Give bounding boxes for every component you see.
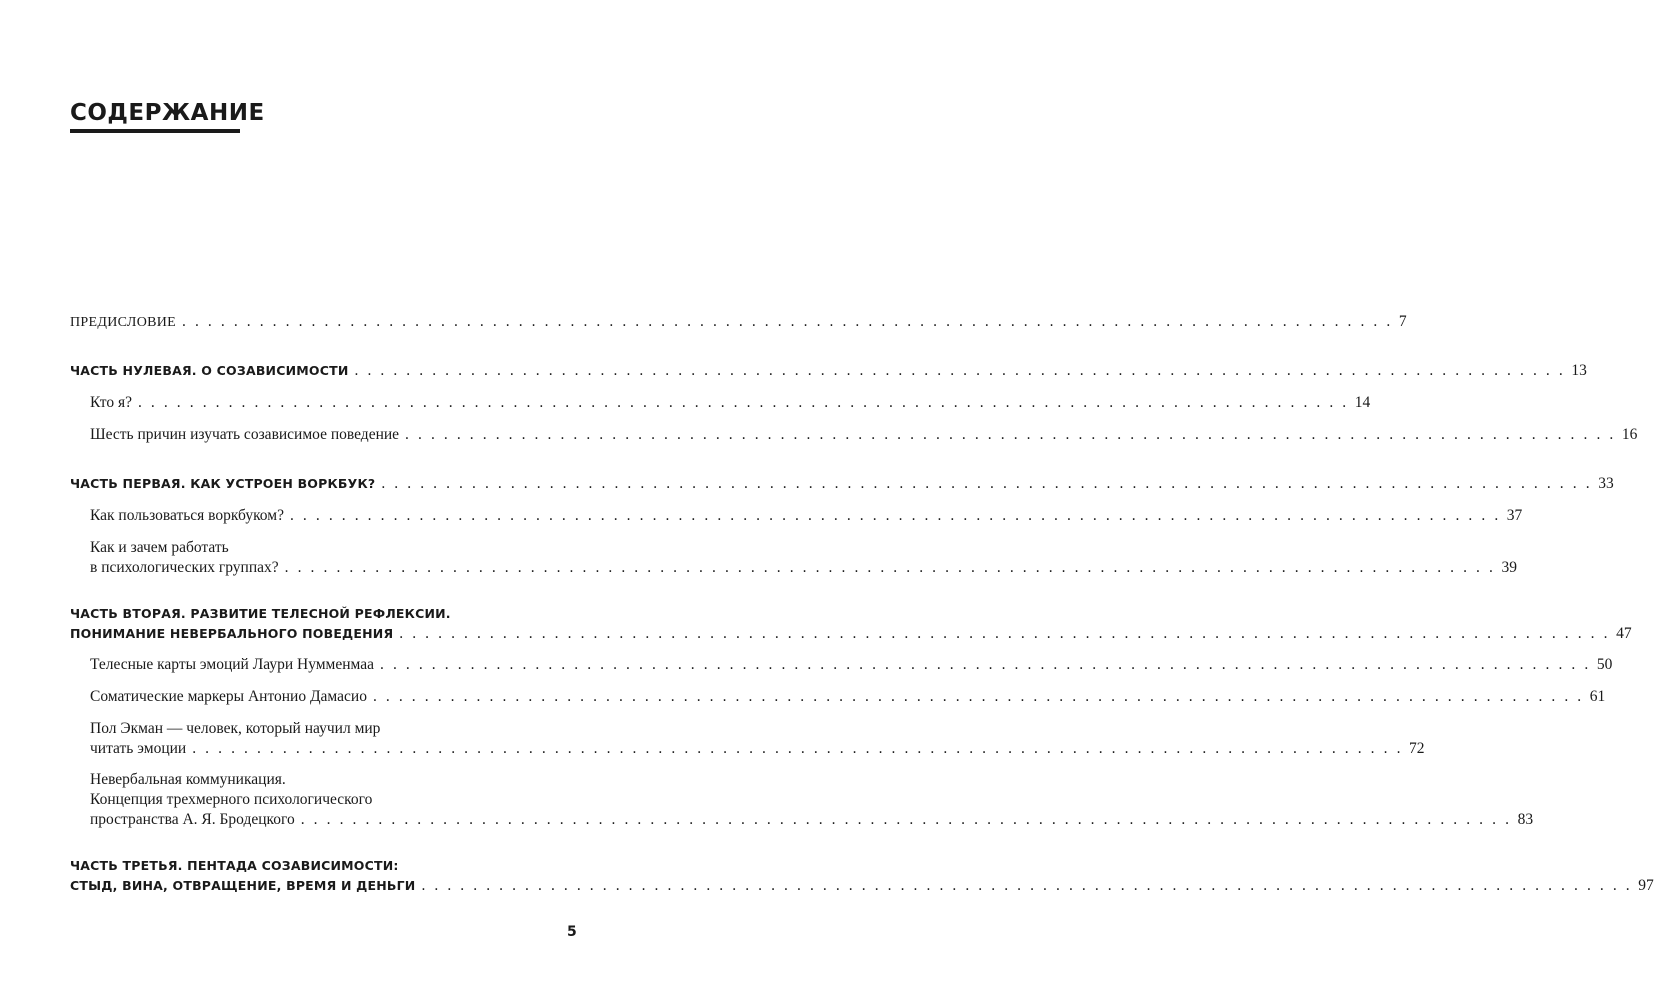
- toc-entry-somatic-markers[interactable]: [90, 687, 1606, 707]
- toc-entry-preface[interactable]: [70, 312, 1407, 333]
- toc-page-number: 13: [1571, 362, 1587, 379]
- toc-entry-title: ПОНИМАНИЕ НЕВЕРБАЛЬНОГО ПОВЕДЕНИЯ: [70, 626, 394, 641]
- toc-page-number: 72: [1409, 740, 1425, 757]
- toc-page-number: 33: [1598, 475, 1614, 492]
- toc-entry-title-line: Как и зачем работать: [90, 539, 229, 556]
- page-number: 5: [567, 924, 577, 940]
- toc-page-number: 61: [1589, 688, 1606, 705]
- toc-entry-title: в психологических группах?: [90, 559, 279, 576]
- dot-leader: . . . . . . . . . . . . . . . . . . . . . . . . . . . . . . . . . . . . . . . . . . . . . . . . . . . . . . . . . . . . . . . . . . . . . . . . . . . . . . . . . . . . . . . . . . . . . .: [289, 507, 1501, 524]
- toc-page-number: 97: [1638, 877, 1654, 894]
- dot-leader: . . . . . . . . . . . . . . . . . . . . . . . . . . . . . . . . . . . . . . . . . . . . . . . . . . . . . . . . . . . . . . . . . . . . . . . . . . . . . . . . . . . . . . . . . . . . . .: [137, 394, 1349, 411]
- toc-entry-title: ЧАСТЬ НУЛЕВАЯ. О СОЗАВИСИМОСТИ: [70, 363, 349, 378]
- toc-entry-title: читать эмоции: [90, 740, 187, 757]
- toc-entry-part-two[interactable]: [70, 604, 1632, 644]
- toc-page-number: 83: [1517, 811, 1534, 828]
- toc-entry-title: Соматические маркеры Антонио Дамасио: [90, 688, 367, 705]
- toc-entry-who[interactable]: [90, 393, 1371, 413]
- dot-leader: . . . . . . . . . . . . . . . . . . . . . . . . . . . . . . . . . . . . . . . . . . . . . . . . . . . . . . . . . . . . . . . . . . . . . . . . . . . . . . . . . . . . . . . . . . . . . .: [192, 740, 1404, 757]
- heading-underline: [70, 129, 240, 133]
- toc-entry-ekman[interactable]: [90, 719, 1425, 759]
- dot-leader: . . . . . . . . . . . . . . . . . . . . . . . . . . . . . . . . . . . . . . . . . . . . . . . . . . . . . . . . . . . . . . . . . . . . . . . . . . . . . . . . . . . . . . . . . . . . . .: [300, 811, 1512, 828]
- toc-page-number: 16: [1621, 426, 1638, 443]
- dot-leader: . . . . . . . . . . . . . . . . . . . . . . . . . . . . . . . . . . . . . . . . . . . . . . . . . . . . . . . . . . . . . . . . . . . . . . . . . . . . . . . . . . . . . . . . . . . . . .: [380, 656, 1591, 673]
- dot-leader: . . . . . . . . . . . . . . . . . . . . . . . . . . . . . . . . . . . . . . . . . . . . . . . . . . . . . . . . . . . . . . . . . . . . . . . . . . . . . . . . . . . . . . . . . . . . . .: [405, 426, 1616, 443]
- toc-entry-title: СТЫД, ВИНА, ОТВРАЩЕНИЕ, ВРЕМЯ И ДЕНЬГИ: [70, 878, 416, 893]
- toc-entry-part-one[interactable]: [70, 474, 1614, 494]
- dot-leader: . . . . . . . . . . . . . . . . . . . . . . . . . . . . . . . . . . . . . . . . . . . . . . . . . . . . . . . . . . . . . . . . . . . . . . . . . . . . . . . . . . . . . . . . . . . . . .: [421, 877, 1633, 894]
- dot-leader: . . . . . . . . . . . . . . . . . . . . . . . . . . . . . . . . . . . . . . . . . . . . . . . . . . . . . . . . . . . . . . . . . . . . . . . . . . . . . . . . . . . . . . . . . . . . . .: [182, 313, 1393, 330]
- dot-leader: . . . . . . . . . . . . . . . . . . . . . . . . . . . . . . . . . . . . . . . . . . . . . . . . . . . . . . . . . . . . . . . . . . . . . . . . . . . . . . . . . . . . . . . . . . . . . .: [284, 559, 1496, 576]
- toc-page-number: 14: [1354, 394, 1371, 411]
- toc-page-number: 47: [1616, 625, 1632, 642]
- toc-entry-groups[interactable]: [90, 538, 1517, 578]
- dot-leader: . . . . . . . . . . . . . . . . . . . . . . . . . . . . . . . . . . . . . . . . . . . . . . . . . . . . . . . . . . . . . . . . . . . . . . . . . . . . . . . . . . . . . . . . . . . . . .: [399, 625, 1611, 642]
- toc-entry-title-line: Пол Экман — человек, который научил мир: [90, 720, 381, 737]
- toc-entry-title: ЧАСТЬ ПЕРВАЯ. КАК УСТРОЕН ВОРКБУК?: [70, 476, 376, 491]
- toc-entry-nonverbal[interactable]: [90, 770, 1534, 830]
- contents-heading: СОДЕРЖАНИЕ: [70, 100, 265, 126]
- toc-entry-title-line: ЧАСТЬ ТРЕТЬЯ. ПЕНТАДА СОЗАВИСИМОСТИ:: [70, 858, 399, 873]
- toc-entry-title: Как пользоваться воркбуком?: [90, 507, 284, 524]
- toc-entry-title: Кто я?: [90, 394, 132, 411]
- toc-entry-part-zero[interactable]: [70, 361, 1587, 381]
- toc-entry-title: пространства А. Я. Бродецкого: [90, 811, 295, 828]
- dot-leader: . . . . . . . . . . . . . . . . . . . . . . . . . . . . . . . . . . . . . . . . . . . . . . . . . . . . . . . . . . . . . . . . . . . . . . . . . . . . . . . . . . . . . . . . . . . . . .: [381, 475, 1593, 492]
- toc-page-number: 7: [1398, 313, 1407, 330]
- toc-entry-six-reasons[interactable]: [90, 425, 1638, 445]
- toc-entry-title: ПРЕДИСЛОВИЕ: [70, 315, 177, 330]
- toc-page-number: 50: [1596, 656, 1613, 673]
- toc-entry-title-line: Невербальная коммуникация.: [90, 771, 286, 788]
- toc-entry-body-maps[interactable]: [90, 655, 1613, 675]
- dot-leader: . . . . . . . . . . . . . . . . . . . . . . . . . . . . . . . . . . . . . . . . . . . . . . . . . . . . . . . . . . . . . . . . . . . . . . . . . . . . . . . . . . . . . . . . . . . . . .: [372, 688, 1584, 705]
- toc-entry-part-three[interactable]: [70, 856, 1654, 896]
- toc-page-number: 37: [1506, 507, 1523, 524]
- toc-entry-how-to-use[interactable]: [90, 506, 1523, 526]
- toc-entry-title-line: ЧАСТЬ ВТОРАЯ. РАЗВИТИЕ ТЕЛЕСНОЙ РЕФЛЕКСИИ.: [70, 606, 451, 621]
- toc-page-number: 39: [1501, 559, 1517, 576]
- toc-entry-title: Телесные карты эмоций Лаури Нумменмаа: [90, 656, 374, 673]
- toc-entry-title-line: Концепция трехмерного психологического: [90, 791, 373, 808]
- dot-leader: . . . . . . . . . . . . . . . . . . . . . . . . . . . . . . . . . . . . . . . . . . . . . . . . . . . . . . . . . . . . . . . . . . . . . . . . . . . . . . . . . . . . . . . . . . . . . .: [354, 362, 1566, 379]
- toc-entry-title: Шесть причин изучать созависимое поведение: [90, 426, 400, 443]
